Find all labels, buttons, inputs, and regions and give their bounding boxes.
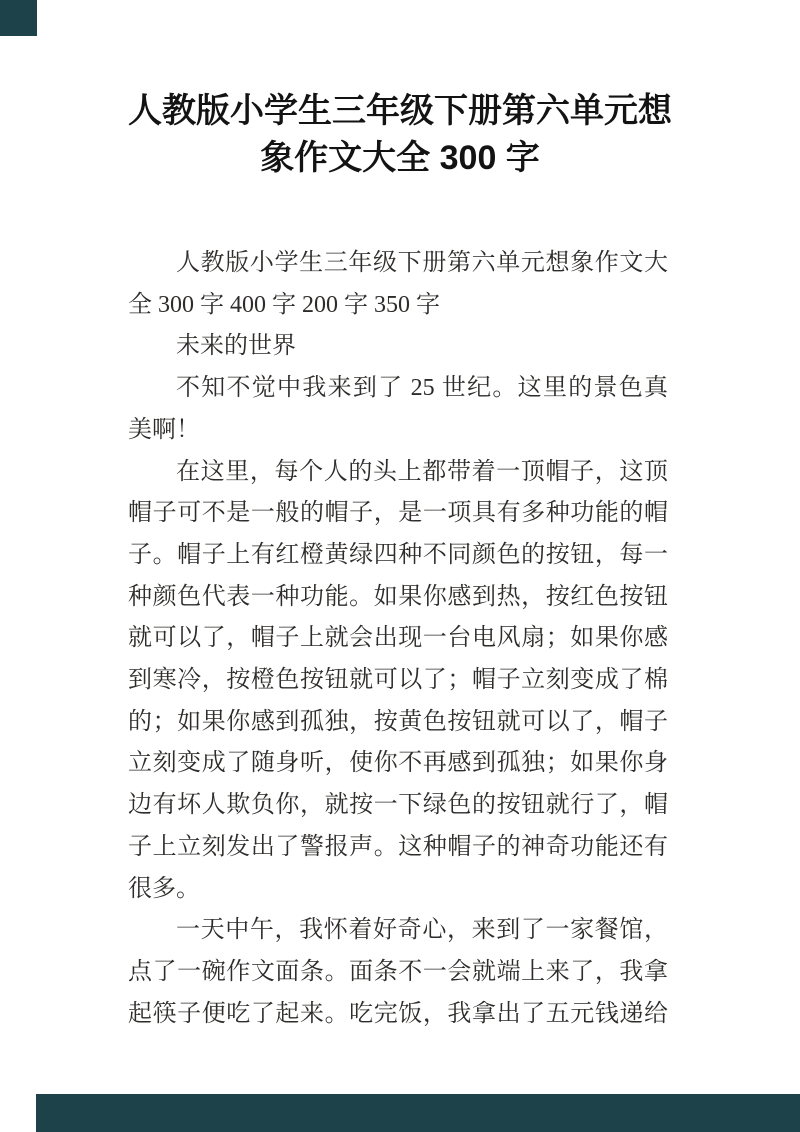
- body-line: 的；如果你感到孤独，按黄色按钮就可以了，帽子: [128, 708, 668, 735]
- body-line: 起筷子便吃了起来。吃完饭，我拿出了五元钱递给: [128, 1000, 668, 1027]
- body-line: 就可以了，帽子上就会出现一台电风扇；如果你感: [128, 625, 668, 652]
- body-line: 未来的世界: [176, 333, 296, 360]
- bottom-bar: [36, 1094, 800, 1132]
- document-title: [100, 88, 700, 182]
- document-title-line: 象作文大全 300 字: [260, 139, 540, 177]
- body-line: 在这里，每个人的头上都带着一顶帽子，这顶: [176, 458, 668, 485]
- body-line: 子上立刻发出了警报声。这种帽子的神奇功能还有: [128, 833, 668, 860]
- document-body: [128, 243, 668, 1035]
- body-line: 不知不觉中我来到了 25 世纪。这里的景色真: [176, 375, 668, 402]
- body-line: 一天中午，我怀着好奇心，来到了一家餐馆，: [176, 917, 668, 944]
- body-line: 全 300 字 400 字 200 字 350 字: [128, 291, 440, 318]
- body-line: 边有坏人欺负你，就按一下绿色的按钮就行了，帽: [128, 792, 668, 819]
- document-title-line: 人教版小学生三年级下册第六单元想: [128, 92, 672, 130]
- body-line: 立刻变成了随身听，使你不再感到孤独；如果你身: [128, 750, 668, 777]
- body-line: 很多。: [128, 875, 200, 902]
- top-left-corner-block: [0, 0, 37, 36]
- body-line: 美啊！: [128, 416, 200, 443]
- body-line: 帽子可不是一般的帽子，是一项具有多种功能的帽: [128, 500, 668, 527]
- body-line: 到寒冷，按橙色按钮就可以了；帽子立刻变成了棉: [128, 667, 668, 694]
- body-line: 人教版小学生三年级下册第六单元想象作文大: [176, 250, 668, 276]
- body-line: 种颜色代表一种功能。如果你感到热，按红色按钮: [128, 583, 668, 610]
- body-line: 点了一碗作文面条。面条不一会就端上来了，我拿: [128, 958, 668, 985]
- body-line: 子。帽子上有红橙黄绿四种不同颜色的按钮，每一: [128, 541, 668, 568]
